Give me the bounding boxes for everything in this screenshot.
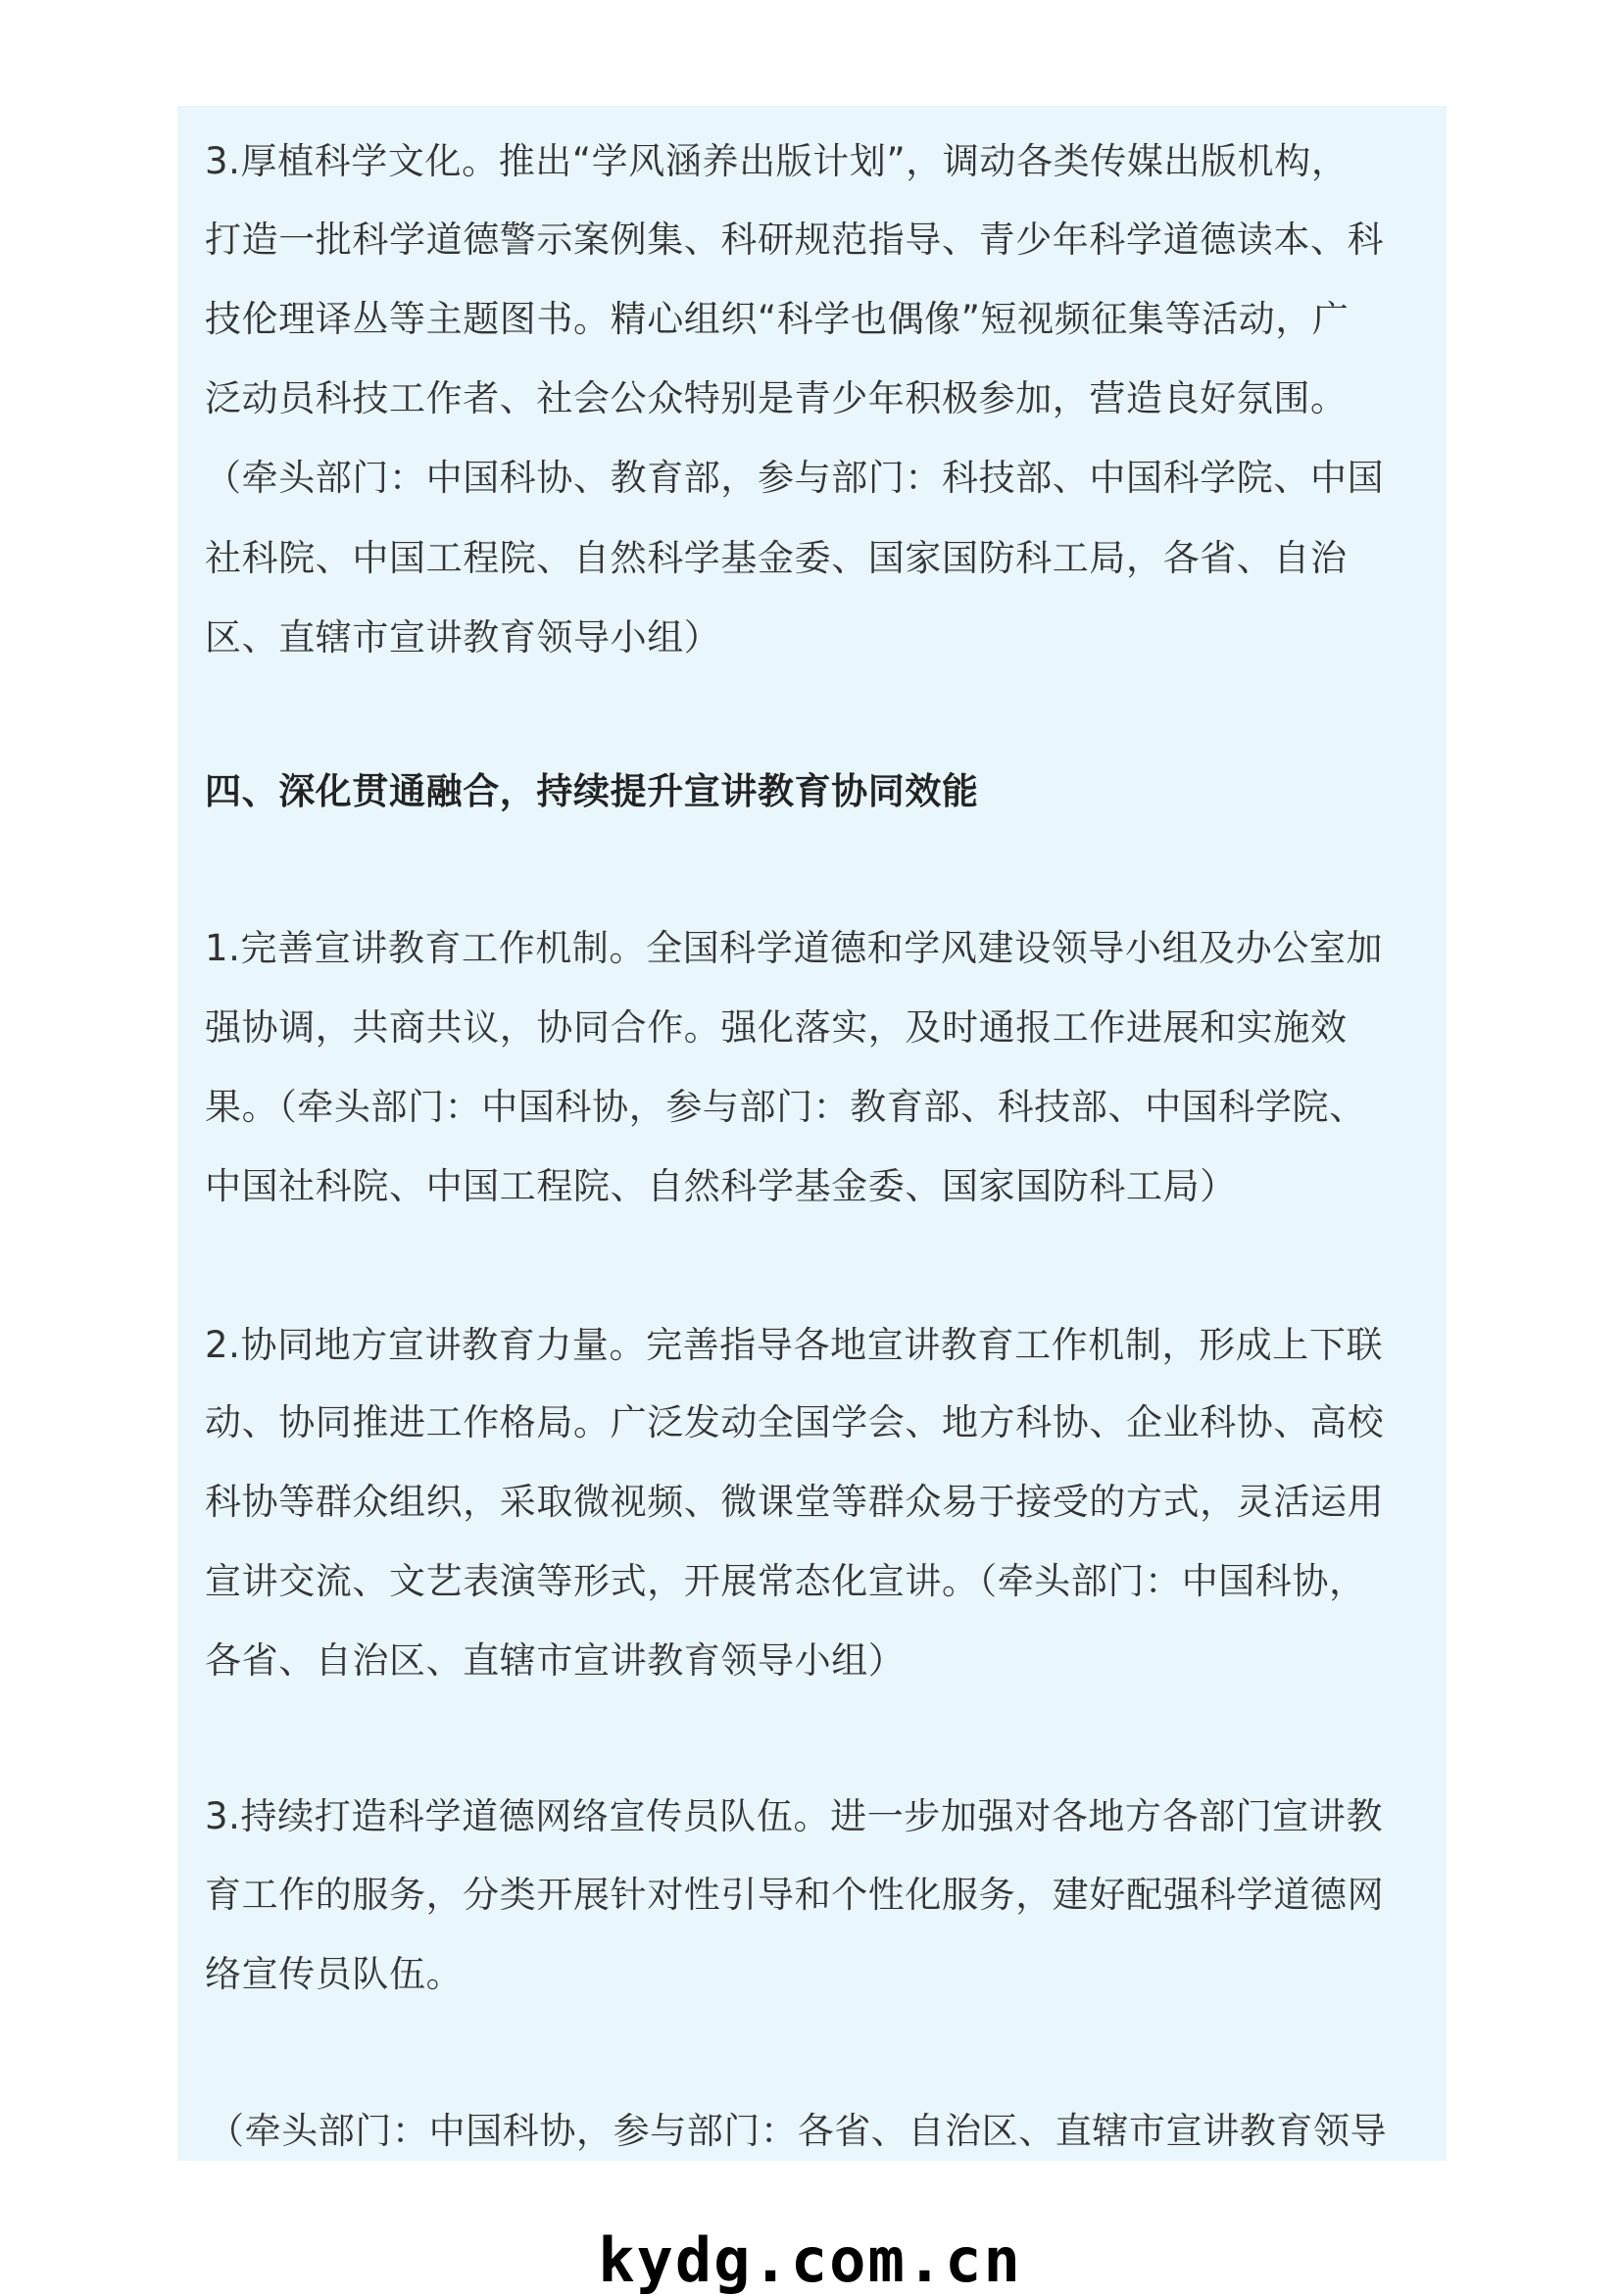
site-watermark: kydg.com.cn — [598, 2224, 1022, 2296]
paragraph-line: 技伦理译丛等主题图书。精心组织“科学也偶像”短视频征集等活动，广 — [205, 298, 1350, 340]
paragraph-line: 3.厚植科学文化。推出“学风涵养出版计划”，调动各类传媒出版机构， — [205, 140, 1349, 182]
paragraph-line: 科协等群众组织，采取微视频、微课堂等群众易于接受的方式，灵活运用 — [205, 1481, 1385, 1523]
paragraph-line: 3.持续打造科学道德网络宣传员队伍。进一步加强对各地方各部门宣讲教 — [205, 1795, 1384, 1837]
paragraph-line: 社科院、中国工程院、自然科学基金委、国家国防科工局，各省、自治 — [205, 537, 1348, 579]
paragraph-line: 宣讲交流、文艺表演等形式，开展常态化宣讲。（牵头部门：中国科协， — [205, 1560, 1366, 1602]
paragraph-line: 1.完善宣讲教育工作机制。全国科学道德和学风建设领导小组及办公室加 — [205, 927, 1384, 969]
section-heading: 四、深化贯通融合，持续提升宣讲教育协同效能 — [205, 770, 979, 812]
paragraph-line: 育工作的服务，分类开展针对性引导和个性化服务，建好配强科学道德网 — [205, 1874, 1385, 1916]
paragraph-line: 强协调，共商共议，协同合作。强化落实，及时通报工作进展和实施效 — [205, 1006, 1348, 1049]
paragraph-line: 各省、自治区、直辖市宣讲教育领导小组） — [205, 1639, 906, 1682]
lead-department-note: （牵头部门：中国科协，参与部门：各省、自治区、直辖市宣讲教育领导 — [208, 2110, 1388, 2152]
paragraph-line: 络宣传员队伍。 — [205, 1953, 464, 1995]
paragraph-line: 果。（牵头部门：中国科协，参与部门：教育部、科技部、中国科学院、 — [205, 1086, 1366, 1128]
paragraph-line: 动、协同推进工作格局。广泛发动全国学会、地方科协、企业科协、高校 — [205, 1401, 1385, 1443]
paragraph-line: 2.协同地方宣讲教育力量。完善指导各地宣讲教育工作机制，形成上下联 — [205, 1324, 1384, 1366]
paragraph-line: 泛动员科技工作者、社会公众特别是青少年积极参加，营造良好氛围。 — [205, 377, 1348, 419]
paragraph-line: （牵头部门：中国科协、教育部，参与部门：科技部、中国科学院、中国 — [205, 457, 1385, 499]
paragraph-line: 中国社科院、中国工程院、自然科学基金委、国家国防科工局） — [205, 1165, 1237, 1207]
paragraph-line: 打造一批科学道德警示案例集、科研规范指导、青少年科学道德读本、科 — [205, 219, 1385, 261]
paragraph-line: 区、直辖市宣讲教育领导小组） — [205, 616, 721, 659]
